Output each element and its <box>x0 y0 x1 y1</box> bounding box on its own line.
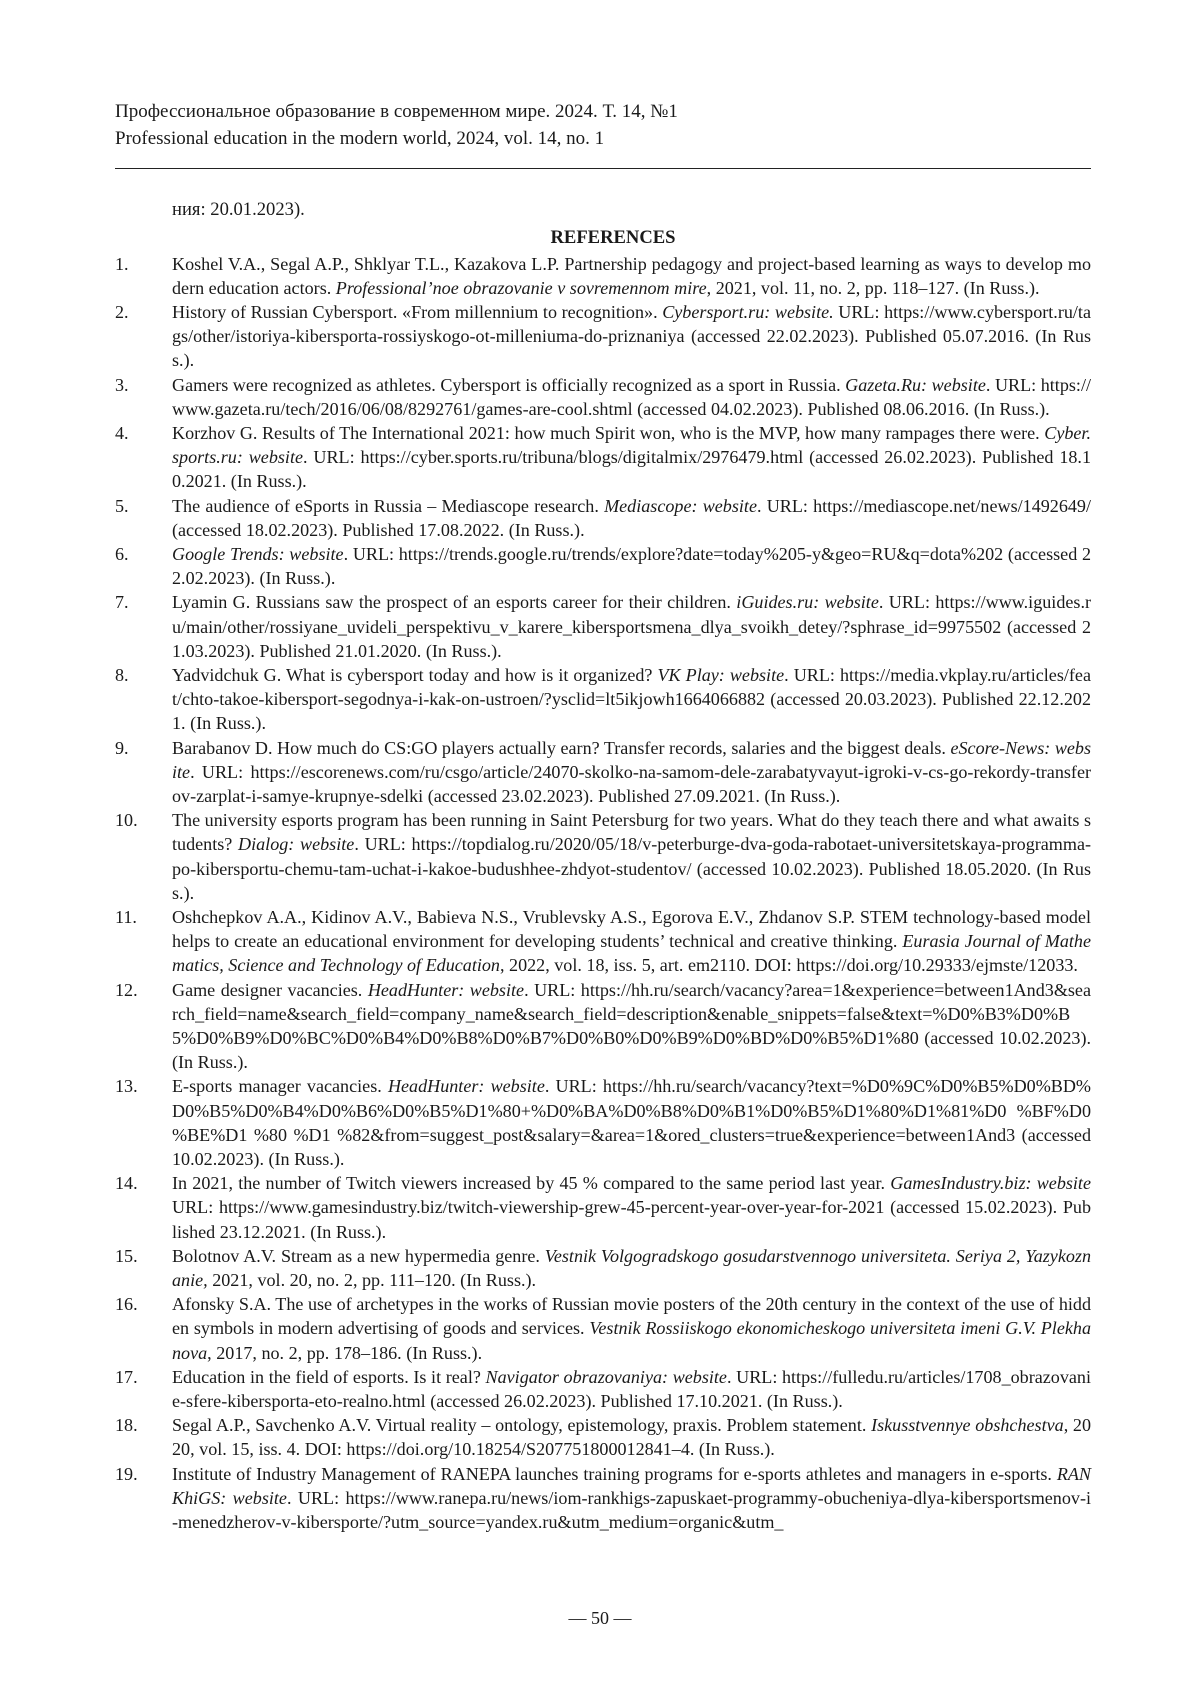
reference-number: 15. <box>115 1244 155 1268</box>
header-rule <box>115 168 1091 169</box>
reference-number: 16. <box>115 1292 155 1316</box>
reference-number: 7. <box>115 590 155 614</box>
page-body <box>115 198 1091 1534</box>
reference-number: 17. <box>115 1365 155 1389</box>
reference-number: 13. <box>115 1074 155 1098</box>
reference-number: 12. <box>115 978 155 1002</box>
reference-number: 3. <box>115 373 155 397</box>
reference-item: 15. Bolotnov A.V. Stream as a new hypermedia genre. Vestnik Volgogradskogo gosudarstvennogo universiteta. Seriya 2, Yazykoznanie, 2021, vol. 20, no. 2, pp. 111–120. (In Russ.). <box>115 1244 1091 1292</box>
reference-item: 14. In 2021, the number of Twitch viewers increased by 45 % compared to the same period last year. GamesIndustry.biz: website URL: https://www.gamesindustry.biz/twitch-viewership-grew-45-percent-year-over-year-for-2021 (accessed 15.02.2023). Published 23.12.2021. (In Russ.). <box>115 1171 1091 1244</box>
running-header <box>115 98 1091 152</box>
references-heading: REFERENCES <box>115 225 1091 251</box>
reference-item: 4. Korzhov G. Results of The International 2021: how much Spirit won, who is the MVP, how many rampages there were. Cyber.sports.ru: website. URL: https://cyber.sports.ru/tribuna/blogs/digitalmix/2976479.html (accessed 26.02.2023). Published 18.10.2021. (In Russ.). <box>115 421 1091 494</box>
reference-number: 4. <box>115 421 155 445</box>
reference-number: 9. <box>115 736 155 760</box>
continuation-text: ния: 20.01.2023). <box>115 198 1091 223</box>
reference-item: 3. Gamers were recognized as athletes. Cybersport is officially recognized as a sport in Russia. Gazeta.Ru: website. URL: https://www.gazeta.ru/tech/2016/06/08/8292761/games-are-cool.shtml (accessed 04.02.2023). Published 08.06.2016. (In Russ.). <box>115 373 1091 421</box>
reference-number: 10. <box>115 808 155 832</box>
reference-item: 10. The university esports program has been running in Saint Petersburg for two years. What do they teach there and what awaits students? Dialog: website. URL: https://topdialog.ru/2020/05/18/v-peterburge-dva-goda-rabotaet-universitetskaya-programma-po-kibersportu-chemu-tam-uchat-i-kakoe-budushhee-zhdyot-studentov/ (accessed 10.02.2023). Published 18.05.2020. (In Russ.). <box>115 808 1091 905</box>
reference-item: 19. Institute of Industry Management of RANEPA launches training programs for e-sports athletes and managers in e-sports. RANKhiGS: website. URL: https://www.ranepa.ru/news/iom-rankhigs-zapuskaet-programmy-obucheniya-dlya-kibersportsmenov-i-menedzherov-v-kibersporte/?utm_source=yandex.ru&utm_medium=organic&utm_ <box>115 1462 1091 1535</box>
reference-item: 6. Google Trends: website. URL: https://trends.google.ru/trends/explore?date=today%205-y&geo=RU&q=dota%202 (accessed 22.02.2023). (In Russ.). <box>115 542 1091 590</box>
reference-number: 8. <box>115 663 155 687</box>
reference-item: 8. Yadvidchuk G. What is cybersport today and how is it organized? VK Play: website. URL: https://media.vkplay.ru/articles/feat/chto-takoe-kibersport-segodnya-i-kak-on-ustroen/?ysclid=lt5ikjowh1664066882 (accessed 20.03.2023). Published 22.12.2021. (In Russ.). <box>115 663 1091 736</box>
reference-number: 18. <box>115 1413 155 1437</box>
reference-number: 19. <box>115 1462 155 1486</box>
reference-number: 11. <box>115 905 155 929</box>
reference-item: 5. The audience of eSports in Russia – Mediascope research. Mediascope: website. URL: https://mediascope.net/news/1492649/ (accessed 18.02.2023). Published 17.08.2022. (In Russ.). <box>115 494 1091 542</box>
reference-item: 12. Game designer vacancies. HeadHunter: website. URL: https://hh.ru/search/vacancy?area=1&experience=between1And3&search_field=name&search_field=company_name&search_field=description&enable_snippets=false&text=%D0%B3%D0%B5%D0%B9%D0%BC%D0%B4%D0%B8%D0%B7%D0%B0%D0%B9%D0%BD%D0%B5%D1%80 (accessed 10.02.2023). (In Russ.). <box>115 978 1091 1075</box>
reference-item: 13. E-sports manager vacancies. HeadHunter: website. URL: https://hh.ru/search/vacancy?text=%D0%9C%D0%B5%D0%BD%D0%B5%D0%B4%D0%B6%D0%B5%D1%80+%D0%BA%D0%B8%D0%B1%D0%B5%D1%80%D1%81%D0 %BF%D0 %BE%D1 %80 %D1 %82&from=suggest_post&salary=&area=1&ored_clusters=true&experience=between1And3 (accessed 10.02.2023). (In Russ.). <box>115 1074 1091 1171</box>
reference-item: 2. History of Russian Cybersport. «From millennium to recognition». Cybersport.ru: website. URL: https://www.cybersport.ru/tags/other/istoriya-kibersporta-rossiyskogo-ot-milleniuma-do-priznaniya (accessed 22.02.2023). Published 05.07.2016. (In Russ.). <box>115 300 1091 373</box>
reference-number: 2. <box>115 300 155 324</box>
reference-item: 11. Oshchepkov A.A., Kidinov A.V., Babieva N.S., Vrublevsky A.S., Egorova E.V., Zhdanov S.P. STEM technology-based model helps to create an educational environment for developing students’ technical and creative thinking. Eurasia Journal of Mathematics, Science and Technology of Education, 2022, vol. 18, iss. 5, art. em2110. DOI: https://doi.org/10.29333/ejmste/12033. <box>115 905 1091 978</box>
reference-item: 1. Koshel V.A., Segal A.P., Shklyar T.L., Kazakova L.P. Partnership pedagogy and project-based learning as ways to develop modern education actors. Professional’noe obrazovanie v sovremennom mire, 2021, vol. 11, no. 2, pp. 118–127. (In Russ.). <box>115 252 1091 300</box>
reference-item: 16. Afonsky S.A. The use of archetypes in the works of Russian movie posters of the 20th century in the context of the use of hidden symbols in modern advertising of goods and services. Vestnik Rossiiskogo ekonomicheskogo universiteta imeni G.V. Plekhanova, 2017, no. 2, pp. 178–186. (In Russ.). <box>115 1292 1091 1365</box>
reference-item: 17. Education in the field of esports. Is it real? Navigator obrazovaniya: website. URL: https://fulledu.ru/articles/1708_obrazovanie-sfere-kibersporta-eto-realno.html (accessed 26.02.2023). Published 17.10.2021. (In Russ.). <box>115 1365 1091 1413</box>
references-list <box>115 252 1091 1535</box>
header-line-ru: Профессиональное образование в современном мире. 2024. Т. 14, №1 <box>115 98 1091 125</box>
page-number: — 50 — <box>0 1608 1200 1629</box>
reference-item: 18. Segal A.P., Savchenko A.V. Virtual reality – ontology, epistemology, praxis. Problem statement. Iskusstvennye obshchestva, 2020, vol. 15, iss. 4. DOI: https://doi.org/10.18254/S207751800012841–4. (In Russ.). <box>115 1413 1091 1461</box>
reference-number: 1. <box>115 252 155 276</box>
reference-number: 14. <box>115 1171 155 1195</box>
reference-number: 6. <box>115 542 155 566</box>
reference-item: 9. Barabanov D. How much do CS:GO players actually earn? Transfer records, salaries and the biggest deals. eScore-News: website. URL: https://escorenews.com/ru/csgo/article/24070-skolko-na-samom-dele-zarabatyvayut-igroki-v-cs-go-rekordy-transferov-zarplat-i-samye-krupnye-sdelki (accessed 23.02.2023). Published 27.09.2021. (In Russ.). <box>115 736 1091 809</box>
reference-item: 7. Lyamin G. Russians saw the prospect of an esports career for their children. iGuides.ru: website. URL: https://www.iguides.ru/main/other/rossiyane_uvideli_perspektivu_v_karere_kibersportsmena_dlya_svoikh_detey/?sphrase_id=9975502 (accessed 21.03.2023). Published 21.01.2020. (In Russ.). <box>115 590 1091 663</box>
reference-number: 5. <box>115 494 155 518</box>
header-line-en: Professional education in the modern world, 2024, vol. 14, no. 1 <box>115 125 1091 152</box>
